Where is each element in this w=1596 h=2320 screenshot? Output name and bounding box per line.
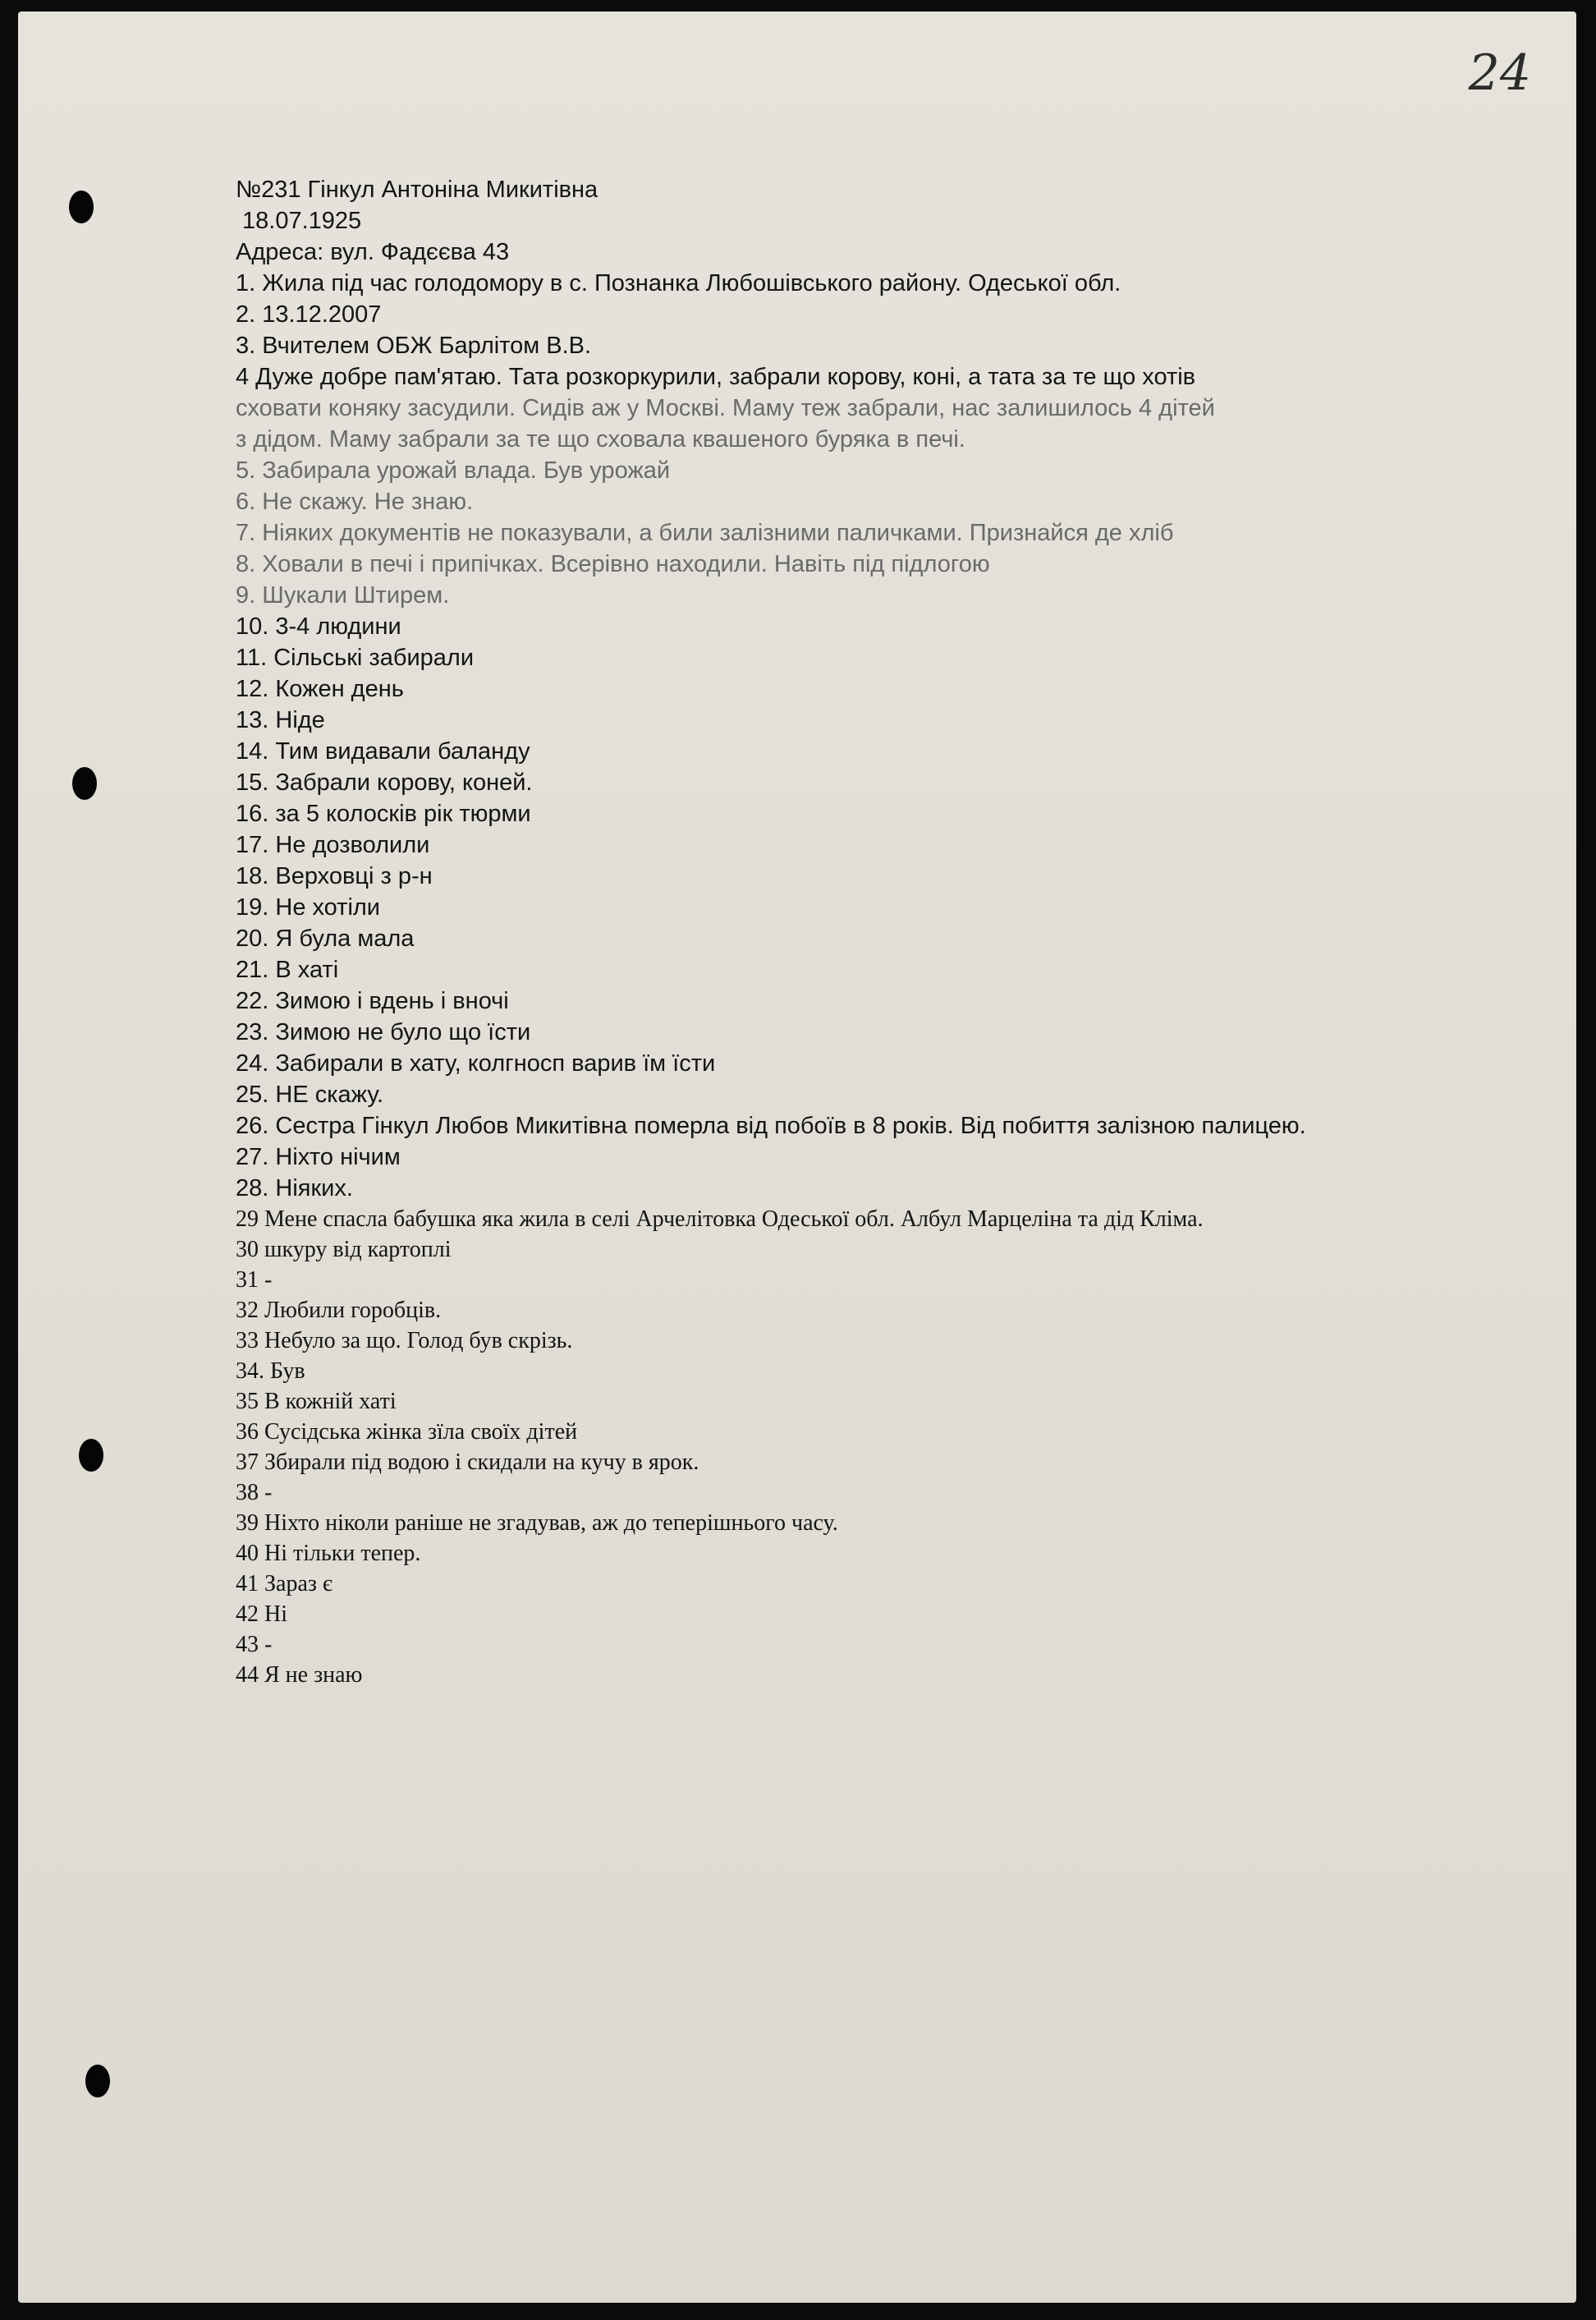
answer-line: 15. Забрали корову, коней. xyxy=(236,770,533,796)
answer-line: 12. Кожен день xyxy=(236,676,404,702)
answer-line: 41 Зараз є xyxy=(236,1571,332,1596)
answer-line: 9. Шукали Штирем. xyxy=(236,582,450,609)
answer-line: 22. Зимою і вдень і вночі xyxy=(236,988,509,1014)
answer-line: 7. Ніяких документів не показували, а били залізними паличками. Признайся де хліб xyxy=(236,520,1174,546)
answer-line: 24. Забирали в хату, колгносп варив їм їсти xyxy=(236,1050,716,1077)
answer-line: 25. НЕ скажу. xyxy=(236,1082,384,1108)
answer-line: 31 - xyxy=(236,1267,273,1293)
serif-answers xyxy=(236,1204,1549,1690)
answer-line: 34. Був xyxy=(236,1358,305,1384)
answer-line: 1. Жила під час голодомору в с. Познанка Любошівського району. Одеської обл. xyxy=(236,270,1121,296)
punch-hole xyxy=(72,767,97,800)
address: Адреса: вул. Фадєєва 43 xyxy=(236,239,510,265)
answer-line: 42 Ні xyxy=(236,1601,287,1627)
answer-line: 26. Сестра Гінкул Любов Микитівна померла від побоїв в 8 років. Від побиття залізною палицею. xyxy=(236,1113,1306,1139)
answer-line: 27. Ніхто нічим xyxy=(236,1144,401,1170)
answer-line: 2. 13.12.2007 xyxy=(236,301,382,328)
answer-line: 10. 3-4 людини xyxy=(236,613,401,640)
answer-line: 3. Вчителем ОБЖ Барлітом В.В. xyxy=(236,333,592,359)
answer-line: 32 Любили горобців. xyxy=(236,1298,442,1323)
record-title: №231 Гінкул Антоніна Микитівна xyxy=(236,177,598,203)
answer-line: 39 Ніхто ніколи раніше не згадував, аж до теперішнього часу. xyxy=(236,1510,838,1536)
answer-line: 36 Сусідська жінка зїла своїх дітей xyxy=(236,1419,578,1445)
answer-line: 33 Небуло за що. Голод був скрізь. xyxy=(236,1328,573,1353)
answer-line: 35 В кожній хаті xyxy=(236,1389,397,1414)
answer-line: 37 Збирали під водою і скидали на кучу в ярок. xyxy=(236,1449,699,1475)
answer-line: 14. Тим видавали баланду xyxy=(236,738,530,765)
testimony-text xyxy=(236,174,1549,1690)
document-page xyxy=(18,11,1576,2303)
birth-date: 18.07.1925 xyxy=(242,208,362,234)
answer-line: 20. Я була мала xyxy=(236,926,415,952)
answer-line: 43 - xyxy=(236,1632,273,1657)
answer-line: 29 Мене спасла бабушка яка жила в селі Арчелітовка Одеської обл. Албул Марцеліна та дід Кліма. xyxy=(236,1206,1204,1232)
answer-line: 11. Сільські забирали xyxy=(236,645,475,671)
answer-line: з дідом. Маму забрали за те що сховала квашеного буряка в печі. xyxy=(236,426,965,453)
answer-line: 5. Забирала урожай влада. Був урожай xyxy=(236,457,671,484)
punch-hole xyxy=(69,191,94,223)
answer-line: 4 Дуже добре пам'ятаю. Тата розкоркурили, забрали корову, коні, а тата за те що хотів xyxy=(236,364,1196,390)
answer-line: 16. за 5 колосків рік тюрми xyxy=(236,801,531,827)
answer-line: 28. Ніяких. xyxy=(236,1175,353,1201)
answer-line: 40 Ні тільки тепер. xyxy=(236,1541,421,1566)
answer-line: 30 шкуру від картоплі xyxy=(236,1237,452,1262)
answer-line: 44 Я не знаю xyxy=(236,1662,363,1688)
punch-hole xyxy=(79,1439,103,1472)
answer-line: 23. Зимою не було що їсти xyxy=(236,1019,531,1045)
answer-line: 6. Не скажу. Не знаю. xyxy=(236,489,474,515)
punch-hole xyxy=(85,2065,110,2097)
answer-line: 17. Не дозволили xyxy=(236,832,430,858)
typed-answers xyxy=(236,268,1549,1204)
answer-line: 19. Не хотіли xyxy=(236,894,381,921)
answer-line: 13. Ніде xyxy=(236,707,325,733)
answer-line: 21. В хаті xyxy=(236,957,339,983)
answer-line: 18. Верховці з р-н xyxy=(236,863,433,889)
answer-line: сховати коняку засудили. Сидів аж у Москві. Маму теж забрали, нас залишилось 4 дітей xyxy=(236,395,1215,421)
answer-line: 38 - xyxy=(236,1480,273,1505)
page-number: 24 xyxy=(1468,44,1531,102)
answer-line: 8. Ховали в печі і припічках. Всерівно находили. Навіть під підлогою xyxy=(236,551,990,577)
